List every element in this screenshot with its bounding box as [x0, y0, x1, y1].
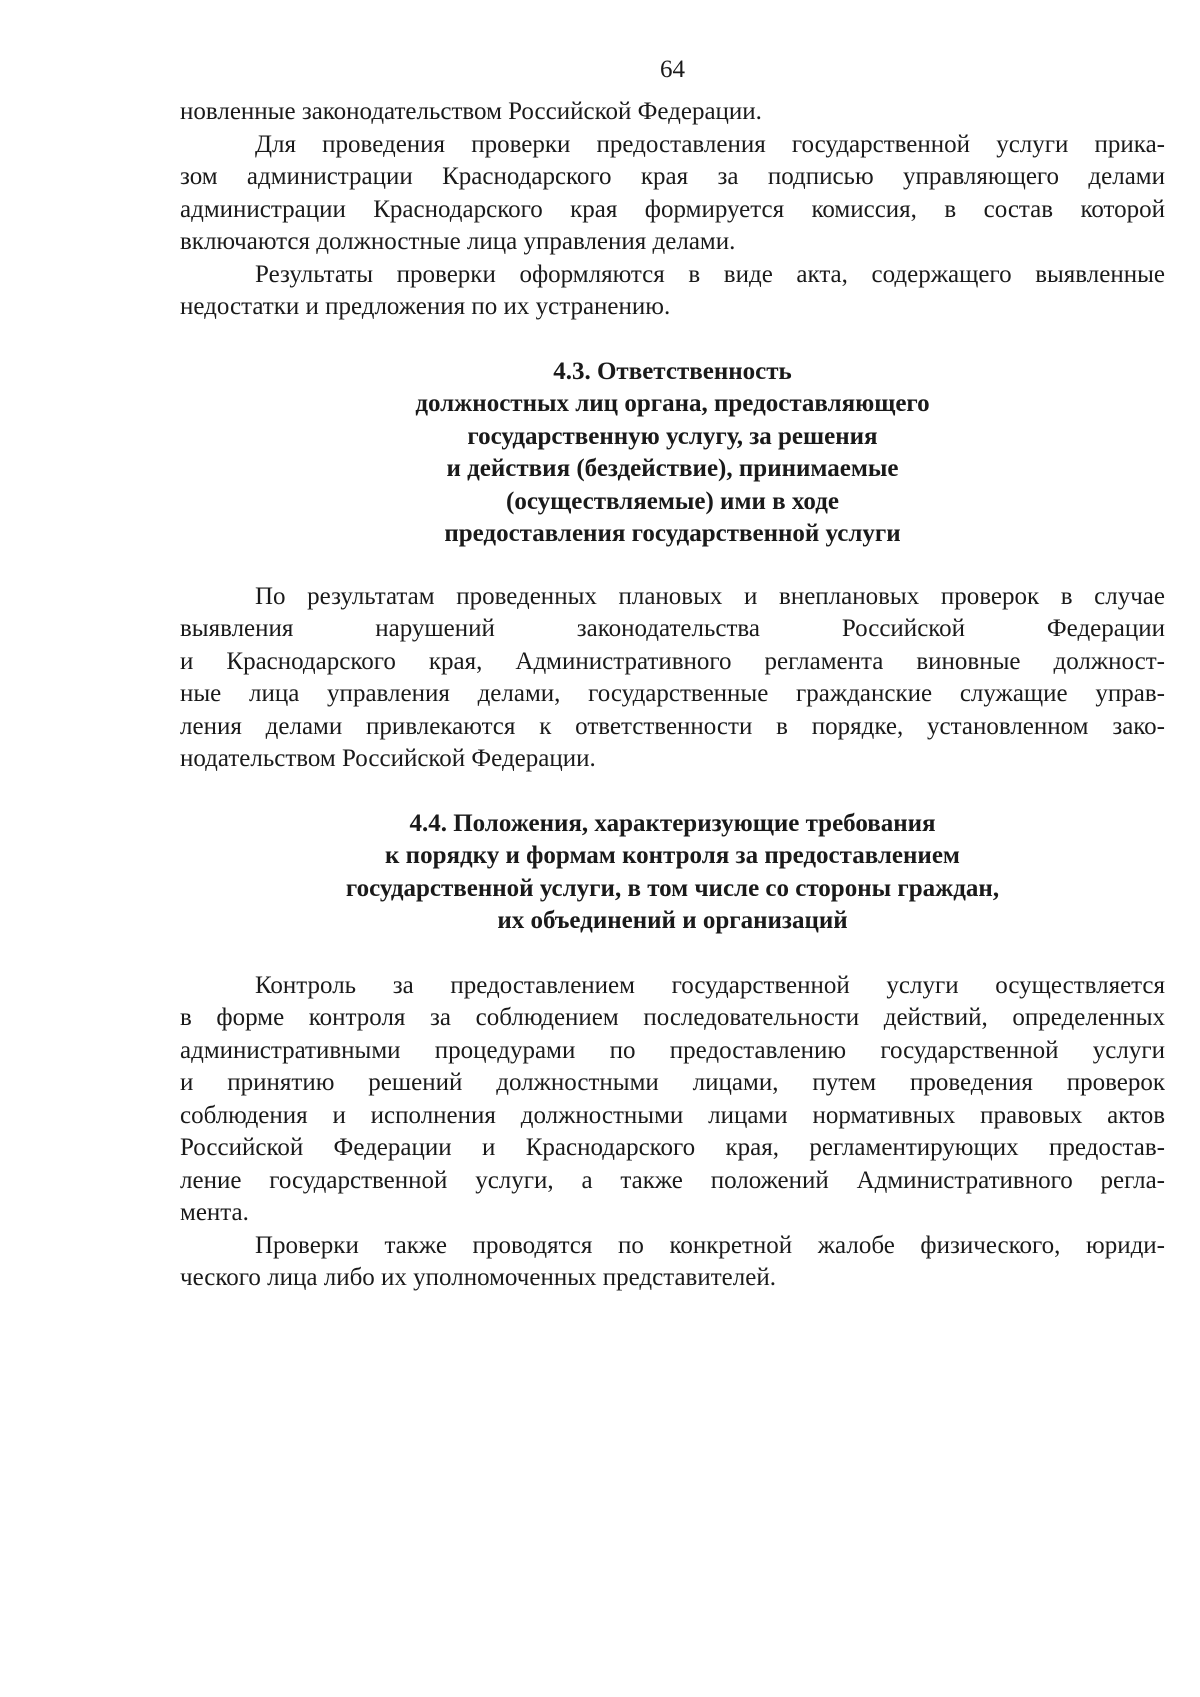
text-line: администрации Краснодарского края формируется комиссия, в состав которой — [180, 195, 1165, 223]
text-line: и Краснодарского края, Административного регламента виновные должност- — [180, 647, 1165, 675]
text-line: зом администрации Краснодарского края за подписью управляющего делами — [180, 163, 1165, 190]
text-line: Для проведения проверки предоставления государственной услуги прика- — [255, 130, 1165, 158]
text-line: Контроль за предоставлением государственной услуги осуществляется — [255, 971, 1165, 999]
text-line: По результатам проведенных плановых и внеплановых проверок в случае — [255, 582, 1165, 610]
heading-line: их объединений и организаций — [497, 907, 848, 934]
section-4-3-paragraph — [180, 581, 1165, 776]
text-line: включаются должностные лица управления делами. — [180, 228, 736, 255]
heading-line: государственной услуги, в том числе со стороны граждан, — [345, 874, 1000, 902]
heading-line: 4.3. Ответственность — [553, 357, 792, 385]
heading-line: (осуществляемые) ими в ходе — [506, 487, 839, 515]
heading-line: государственную услугу, за решения — [467, 422, 878, 450]
text-line: Российской Федерации и Краснодарского края, регламентирующих предостав- — [180, 1134, 1165, 1161]
text-line: новленные законодательством Российской Федерации. — [180, 98, 762, 125]
heading-line: и действия (бездействие), принимаемые — [446, 455, 899, 482]
commission-paragraph — [180, 129, 1165, 259]
heading-line: должностных лиц органа, предоставляющего — [415, 390, 930, 417]
text-line: ные лица управления делами, государственные гражданские служащие управ- — [180, 680, 1165, 707]
document-page — [180, 52, 1165, 1295]
text-line: мента. — [180, 1199, 249, 1226]
text-line: и принятию решений должностными лицами, путем проведения проверок — [180, 1069, 1165, 1096]
heading-line: к порядку и формам контроля за предоставлением — [385, 842, 960, 869]
text-line: соблюдения и исполнения должностными лицами нормативных правовых актов — [180, 1101, 1165, 1129]
text-line: недостатки и предложения по их устранению. — [180, 293, 671, 320]
text-line: Результаты проверки оформляются в виде акта, содержащего выявленные — [255, 260, 1165, 288]
text-line: административными процедурами по предоставлению государственной услуги — [180, 1036, 1165, 1064]
heading-line: предоставления государственной услуги — [444, 520, 901, 547]
text-line: Проверки также проводятся по конкретной жалобе физического, юриди- — [255, 1231, 1165, 1259]
section-4-3-heading — [180, 356, 1165, 551]
text-line: ление государственной услуги, а также положений Административного регла- — [180, 1166, 1165, 1194]
page-number: 64 — [660, 56, 685, 83]
section-4-4-paragraph-2 — [180, 1230, 1165, 1295]
text-line: в форме контроля за соблюдением последовательности действий, определенных — [180, 1004, 1165, 1031]
text-line: выявления нарушений законодательства Российской Федерации — [180, 615, 1165, 642]
text-line: нодательством Российской Федерации. — [180, 745, 596, 772]
text-line: ления делами привлекаются к ответственности в порядке, установленном зако- — [180, 712, 1165, 740]
intro-paragraph — [180, 96, 1165, 129]
text-line: ческого лица либо их уполномоченных представителей. — [180, 1264, 776, 1291]
section-4-4-paragraph-1 — [180, 970, 1165, 1230]
section-4-4-heading — [180, 808, 1165, 938]
results-paragraph — [180, 259, 1165, 324]
heading-line: 4.4. Положения, характеризующие требования — [409, 809, 936, 837]
